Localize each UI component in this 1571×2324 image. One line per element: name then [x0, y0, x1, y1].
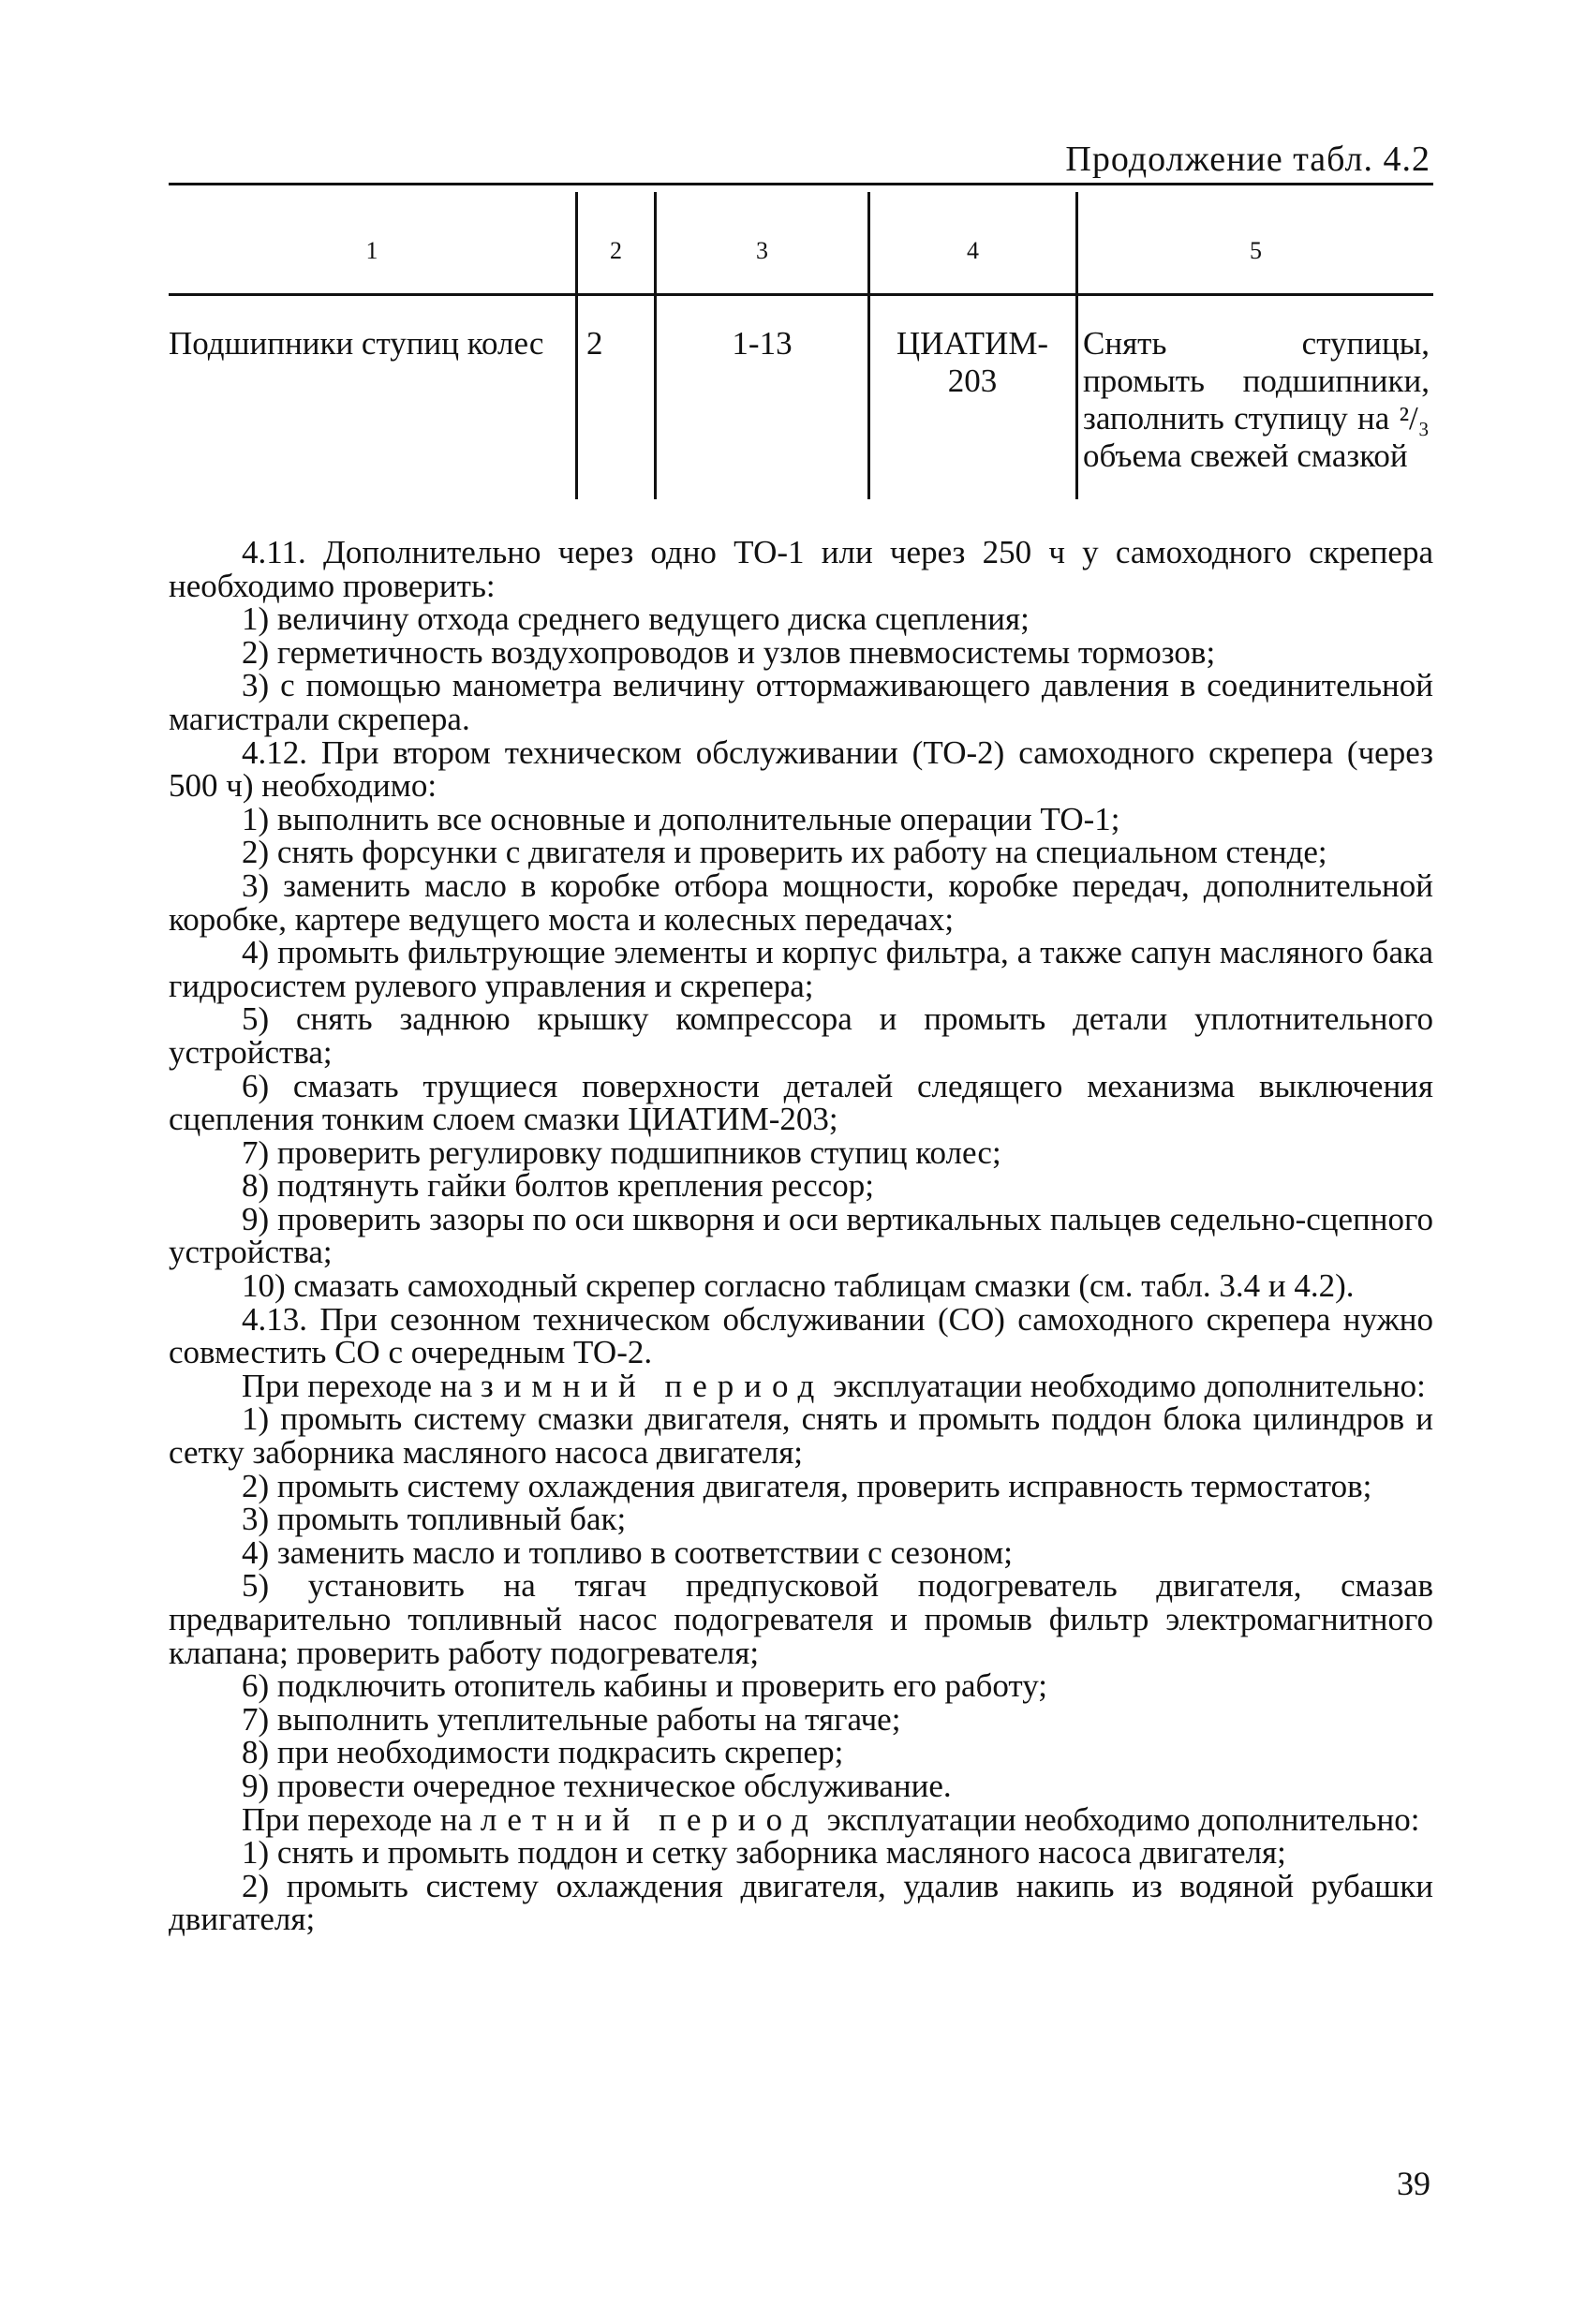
table-header-cell: 5: [1250, 237, 1262, 264]
table-header-cell: 4: [967, 237, 979, 264]
list-item: 8) при необходимости подкрасить скрепер;: [242, 1734, 844, 1771]
table-cell-period: 1-13: [732, 325, 793, 362]
table-continuation-title: Продолжение табл. 4.2: [1065, 140, 1430, 179]
paragraph: 4.12. При втором техническом обслуживании (ТО-2) самоходного скрепера (через 500 ч) необходимо:: [169, 733, 1433, 805]
list-item: 4) заменить масло и топливо в соответствии с сезоном;: [242, 1533, 1013, 1571]
paragraph: 4.13. При сезонном техническом обслуживании (СО) самоходного скрепера нужно совместить СО с очередным ТО-2.: [169, 1300, 1433, 1371]
list-item: 1) промыть систему смазки двигателя, снять и промыть поддон блока цилиндров и сетку заборника масляного насоса двигателя;: [169, 1400, 1433, 1472]
paragraph: 9) проверить зазоры по оси шкворня и оси вертикальных пальцев седельно-сцепного устройства;: [169, 1200, 1433, 1271]
list-item: 2) промыть систему охлаждения двигателя, удалив накипь из водяной рубашки двигателя;: [169, 1867, 1433, 1938]
table-cell-name: Подшипники ступиц колес: [169, 325, 544, 362]
table-cell-lubricant-line2: 203: [947, 363, 998, 399]
table-header-cell: 2: [610, 237, 622, 264]
page-number: 39: [1397, 2165, 1430, 2202]
summer-list: [169, 1836, 1433, 1936]
table-cell-lubricant-line1: ЦИАТИМ-: [896, 325, 1049, 362]
paragraph: 1) выполнить все основные и дополнительные операции ТО-1;: [242, 800, 1120, 837]
paragraph: 5) снять заднюю крышку компрессора и промыть детали уплотнительного устройства;: [169, 1000, 1433, 1071]
paragraph: 8) подтянуть гайки болтов крепления рессор;: [242, 1167, 874, 1205]
list-item: 5) установить на тягач предпусковой подогреватель двигателя, смазав предварительно топливный насос подогревателя и промыв фильтр электромагнитного клапана; проверить работу подогревателя;: [169, 1567, 1433, 1671]
paragraph: 3) с помощью манометра величину оттормаживающего давления в соединительной магистрали скрепера.: [169, 667, 1433, 737]
paragraph: 2) снять форсунки с двигателя и проверить их работу на специальном стенде;: [242, 834, 1327, 871]
paragraph: 7) проверить регулировку подшипников ступиц колес;: [242, 1133, 1001, 1171]
data-table: [169, 183, 1433, 501]
winter-list: [169, 1402, 1433, 1802]
table-top-rule: [169, 183, 1433, 185]
table-cell-lubricant: [873, 325, 1072, 400]
paragraph: 3) заменить масло в коробке отбора мощности, коробке передач, дополнительной коробке, картере ведущего моста и колесных передачах;: [169, 866, 1433, 938]
paragraphs-block: [169, 536, 1433, 1369]
paragraph: 6) смазать трущиеся поверхности деталей следящего механизма выключения сцепления тонким слоем смазки ЦИАТИМ-203;: [169, 1067, 1433, 1138]
table-cell-number: 2: [586, 325, 603, 362]
paragraph: 2) герметичность воздухопроводов и узлов пневмосистемы тормозов;: [242, 633, 1216, 671]
summer-intro: При переходе на летний период эксплуатации необходимо дополнительно:: [242, 1800, 1420, 1838]
table-header-rule: [169, 293, 1433, 296]
list-item: 2) промыть систему охлаждения двигателя, проверить исправность термостатов;: [242, 1467, 1372, 1504]
table-cell-instructions: Снять ступицы, промыть подшипники, заполнить ступицу на ²/₃ объема свежей смазкой: [1083, 325, 1430, 474]
table-header-cell: 3: [756, 237, 768, 264]
table-header-cell: 1: [365, 237, 378, 264]
body-text: [169, 536, 1433, 1936]
list-item: 3) промыть топливный бак;: [242, 1501, 627, 1538]
paragraph: 4.11. Дополнительно через одно ТО-1 или через 250 ч у самоходного скрепера необходимо проверить:: [169, 534, 1433, 604]
paragraph: 1) величину отхода среднего ведущего диска сцепления;: [242, 600, 1030, 638]
winter-intro: При переходе на зимний период эксплуатации необходимо дополнительно:: [242, 1367, 1426, 1404]
list-item: 7) выполнить утеплительные работы на тягаче;: [242, 1700, 901, 1738]
paragraph: 10) смазать самоходный скрепер согласно таблицам смазки (см. табл. 3.4 и 4.2).: [242, 1267, 1355, 1305]
list-item: 6) подключить отопитель кабины и проверить его работу;: [242, 1667, 1047, 1705]
list-item: 9) провести очередное техническое обслуживание.: [242, 1767, 952, 1804]
list-item: 1) снять и промыть поддон и сетку заборника масляного насоса двигателя;: [242, 1834, 1286, 1872]
paragraph: 4) промыть фильтрующие элементы и корпус фильтра, а также сапун масляного бака гидросистем рулевого управления и скрепера;: [169, 934, 1433, 1004]
